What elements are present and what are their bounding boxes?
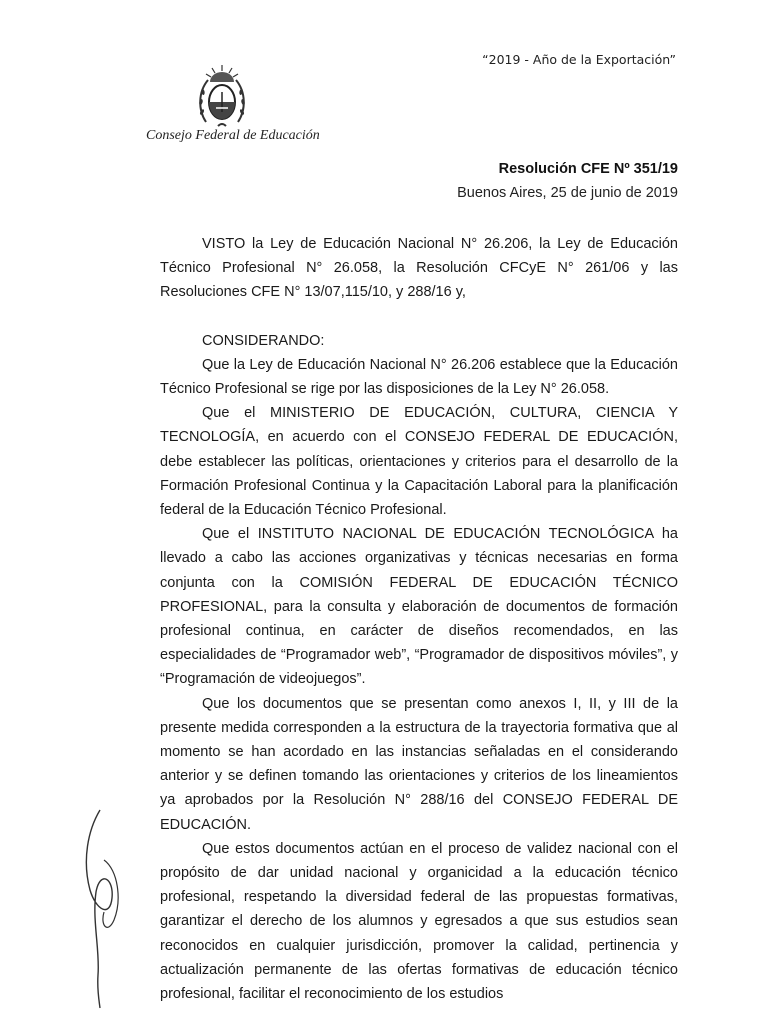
considerando-heading: CONSIDERANDO: [202, 332, 325, 349]
handwritten-signature [70, 800, 140, 1010]
considerando-paragraph: Que el MINISTERIO DE EDUCACIÓN, CULTURA, CIENCIA Y TECNOLOGÍA, en acuerdo con el CONSEJO FEDERAL DE EDUCACIÓN, debe establecer las políticas, orientaciones y criterios para el desarrollo de la Formación Profesional Continua y la Capacitación Laboral para la planificación federal de la Educación Técnico Profesional. [160, 405, 678, 519]
resolution-body [160, 232, 678, 1006]
resolution-place-date: Buenos Aires, 25 de junio de 2019 [457, 185, 678, 201]
council-name: Consejo Federal de Educación [146, 128, 320, 143]
considerando-paragraph: Que la Ley de Educación Nacional N° 26.206 establece que la Educación Técnico Profesional se rige por las disposiciones de la Ley N° 26.058. [160, 356, 678, 398]
argentina-coat-of-arms-icon [196, 62, 248, 132]
considerando-paragraph: Que estos documentos actúan en el proceso de validez nacional con el propósito de dar unidad nacional y organicidad a la educación técnico profesional, respetando la diversidad federal de las propuestas formativas, garantizar el derecho de los alumnos y egresados a que sus estudios sean reconocidos en cualquier jurisdicción, promover la calidad, pertinencia y actualización permanente de las ofertas formativas de educación técnico profesional, facilitar el reconocimiento de los estudios [160, 840, 678, 1003]
year-motto: “2019 - Año de la Exportación” [482, 52, 676, 67]
resolution-number: Resolución CFE Nº 351/19 [498, 161, 678, 177]
considerando-paragraph: Que los documentos que se presentan como anexos I, II, y III de la presente medida corresponden a la estructura de la trayectoria formativa que al momento se han acordado en las instancias señaladas en el considerando anterior y se definen tomando las orientaciones y criterios de los lineamientos ya aprobados por la Resolución N° 288/16 del CONSEJO FEDERAL DE EDUCACIÓN. [160, 695, 678, 833]
considerando-paragraph: Que el INSTITUTO NACIONAL DE EDUCACIÓN TECNOLÓGICA ha llevado a cabo las acciones organizativas y técnicas necesarias en forma conjunta con la COMISIÓN FEDERAL DE EDUCACIÓN TÉCNICO PROFESIONAL, para la consulta y elaboración de documentos de formación profesional continua, en carácter de diseños recomendados, en las especialidades de “Programador web”, “Programador de dispositivos móviles”, y “Programación de videojuegos”. [160, 526, 678, 688]
visto-paragraph: VISTO la Ley de Educación Nacional N° 26.206, la Ley de Educación Técnico Profesional N° 26.058, la Resolución CFCyE N° 261/06 y las Resoluciones CFE N° 13/07,115/10, y 288/16 y, [160, 236, 678, 301]
